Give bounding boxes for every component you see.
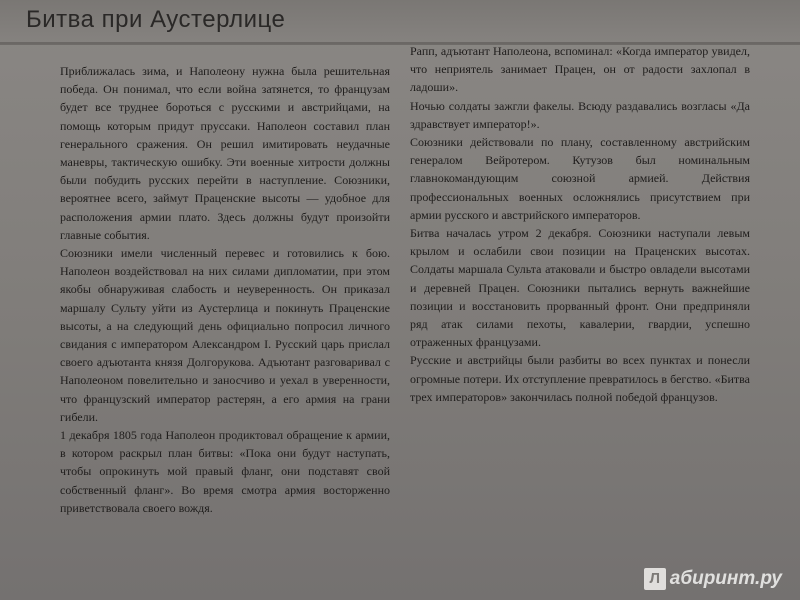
- left-paragraph-3: 1 декабря 1805 года Наполеон продиктовал обращение к армии, в котором раскрыл план битвы: «Пока они будут наступать, чтобы опрокинуть мой правый фланг, они подставят свой собственный фланг». Во время смотра армия восторженно приветствовала своего вождя.: [60, 428, 390, 515]
- right-paragraph-1: Рапп, адъютант Наполеона, вспоминал: «Когда император увидел, что неприятель занимает Працен, он от радости захлопал в ладоши».: [410, 44, 750, 95]
- left-column: [60, 62, 390, 517]
- watermark-text: абиринт.ру: [669, 568, 782, 589]
- right-paragraph-4: Битва началась утром 2 декабря. Союзники наступали левым крылом и ослабили свои позиции на Праценских высотах. Солдаты маршала Сульта атаковали и быстро овладели высотами и деревней Працен. Союзники пытались вернуть важнейшие позиции и восстановить прорванный фронт. Они предприняли ряд атак силами пехоты, кавалерии, гвардии, успешно отраженных французами.: [410, 226, 750, 350]
- left-paragraph-1: Приближалась зима, и Наполеону нужна была решительная победа. Он понимал, что если война затянется, то французам будет все труднее бороться с русскими и австрийцами, на помощь которым придут пруссаки. Наполеон составил план генерального сражения. Он решил имитировать неудачные маневры, тактическую ошибку. Эти военные хитрости должны были побудить русских перейти в наступление. Союзники, вероятнее всего, займут Праценские высоты — удобное для расположения армии плато. Здесь должны будут произойти главные события.: [60, 64, 390, 242]
- right-paragraph-3: Союзники действовали по плану, составленному австрийским генералом Вейротером. Кутузов был номинальным главнокомандующим союзной армией. Действия профессиональных военных осложнялись присутствием при армии русского и австрийского императоров.: [410, 135, 750, 222]
- page-title: Битва при Аустерлице: [26, 6, 286, 33]
- left-paragraph-2: Союзники имели численный перевес и готовились к бою. Наполеон воздействовал на них силами дипломатии, при этом якобы обнаруживая слабость и неуверенность. Он приказал маршалу Сульту уйти из Аустерлица и покинуть Праценские высоты, а на следующий день официально попросил личного свидания с императором Александром I. Русский царь прислал своего адъютанта князя Долгорукова. Адъютант разговаривал с Наполеоном повелительно и заносчиво и уехал в уверенности, что французский император растерян, а его армия на грани гибели.: [60, 246, 390, 424]
- right-paragraph-2: Ночью солдаты зажгли факелы. Всюду раздавались возгласы «Да здравствует император!».: [410, 98, 750, 131]
- labirint-watermark: [644, 568, 782, 590]
- labirint-logo-icon: Л: [644, 568, 666, 590]
- title-band: [0, 0, 800, 44]
- right-paragraph-5: Русские и австрийцы были разбиты во всех пунктах и понесли огромные потери. Их отступление превратилось в бегство. «Битва трех императоров» закончилась полной победой французов.: [410, 353, 750, 404]
- right-column: [410, 42, 750, 406]
